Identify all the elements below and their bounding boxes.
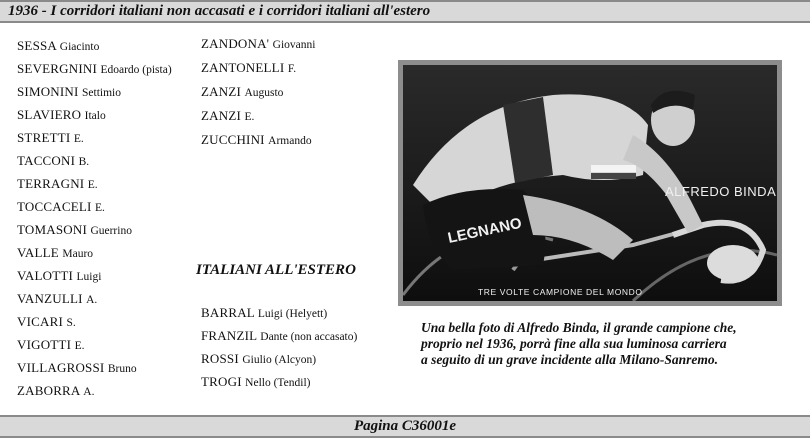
rider-entry [201, 132, 312, 149]
rider-given-name: Mauro [62, 248, 94, 260]
rider-entry [17, 291, 97, 308]
rider-surname: VALOTTI [17, 268, 74, 283]
rider-given-name: S. [66, 317, 76, 329]
rider-given-name: Luigi [76, 271, 102, 283]
rider-surname: VIGOTTI [17, 337, 72, 352]
footer-bar [0, 415, 810, 438]
rider-surname: STRETTI [17, 130, 71, 145]
rider-entry [17, 383, 94, 400]
rider-surname: ZUCCHINI [201, 132, 265, 147]
rider-given-name: Giacinto [59, 41, 100, 53]
rider-surname: TROGI [201, 374, 242, 389]
rider-entry [17, 268, 101, 285]
rider-surname: ZANTONELLI [201, 60, 285, 75]
rider-entry [17, 199, 105, 216]
rider-given-name: E. [87, 179, 98, 191]
rider-entry [201, 108, 254, 125]
caption-line: a seguito di un grave incidente alla Milano-Sanremo. [421, 352, 719, 367]
rider-given-name: Giulio (Alcyon) [242, 354, 317, 366]
rider-given-name: Bruno [107, 363, 137, 375]
rider-given-name: E. [73, 133, 84, 145]
rider-surname: SIMONINI [17, 84, 79, 99]
rider-surname: VICARI [17, 314, 63, 329]
rider-given-name: B. [78, 156, 90, 168]
caption-line: Una bella foto di Alfredo Binda, il grande campione che, [421, 320, 737, 335]
rider-given-name: E. [94, 202, 105, 214]
caption-line: proprio nel 1936, porrà fine alla sua luminosa carriera [421, 336, 727, 351]
rider-entry [17, 130, 84, 147]
page-title: 1936 - I corridori italiani non accasati e i corridori italiani all'estero [8, 3, 431, 19]
rider-given-name: Augusto [244, 87, 284, 99]
rider-given-name: Dante (non accasato) [260, 331, 358, 343]
jersey-text: LEGNANO [446, 214, 524, 247]
rider-surname: ZANZI [201, 108, 241, 123]
rider-surname: ROSSI [201, 351, 239, 366]
rider-surname: TERRAGNI [17, 176, 85, 191]
rider-given-name: Guerrino [90, 225, 132, 237]
rider-entry [17, 360, 137, 377]
rider-entry [201, 60, 296, 77]
rider-entry [17, 84, 121, 101]
section-title-abroad: ITALIANI ALL'ESTERO [196, 262, 356, 278]
rider-surname: FRANZIL [201, 328, 257, 343]
rider-given-name: Italo [84, 110, 106, 122]
rider-surname: VANZULLI [17, 291, 83, 306]
rider-surname: TOMASONI [17, 222, 87, 237]
rider-entry [17, 38, 99, 55]
rider-given-name: Armando [268, 135, 312, 147]
rider-given-name: A. [86, 294, 98, 306]
rider-entry [17, 337, 84, 354]
rider-surname: SESSA [17, 38, 57, 53]
rider-entry [17, 153, 89, 170]
rider-entry [201, 374, 310, 391]
rider-surname: TACCONI [17, 153, 76, 168]
rider-given-name: Luigi (Helyett) [257, 308, 328, 320]
rider-given-name: Nello (Tendil) [245, 377, 311, 389]
rider-given-name: E. [74, 340, 85, 352]
rider-entry [17, 107, 106, 124]
rider-entry [17, 245, 93, 262]
binda-photo [398, 60, 782, 306]
page-number: Pagina C36001e [353, 418, 457, 434]
rider-entry [17, 61, 172, 78]
photo-caption [421, 320, 791, 368]
rider-surname: VALLE [17, 245, 59, 260]
rider-given-name: E. [244, 111, 255, 123]
rider-given-name: Settimio [82, 87, 121, 99]
rider-surname: VILLAGROSSI [17, 360, 105, 375]
rider-entry [201, 328, 357, 345]
rider-entry [17, 176, 98, 193]
photo-name-text: ALFREDO BINDA [665, 184, 777, 199]
rider-entry [201, 351, 316, 368]
rider-entry [17, 314, 76, 331]
rider-surname: ZABORRA [17, 383, 80, 398]
rider-surname: ZANDONA' [201, 36, 270, 51]
rider-entry [201, 305, 327, 322]
rider-given-name: A. [83, 386, 95, 398]
rider-given-name: Edoardo (pista) [100, 64, 172, 76]
rider-given-name: F. [287, 63, 297, 75]
rider-given-name: Giovanni [272, 39, 316, 51]
cyclist-photo-illustration [403, 65, 777, 301]
rider-entry [201, 36, 315, 53]
photo-bottom-text: TRE VOLTE CAMPIONE DEL MONDO [478, 287, 643, 297]
rider-entry [201, 84, 283, 101]
header-bar [0, 0, 810, 23]
rider-surname: SLAVIERO [17, 107, 82, 122]
rider-surname: SEVERGNINI [17, 61, 97, 76]
rider-surname: BARRAL [201, 305, 255, 320]
rider-entry [17, 222, 132, 239]
rider-surname: ZANZI [201, 84, 241, 99]
rider-surname: TOCCACELI [17, 199, 92, 214]
